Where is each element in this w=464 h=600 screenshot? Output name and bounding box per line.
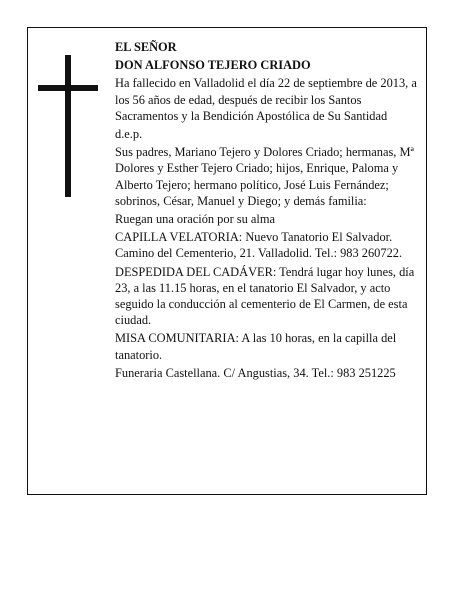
prayer-request: Ruegan una oración por su alma [115,212,275,227]
funeral-home-info: Funeraria Castellana. C/ Angustias, 34. Tel.: 983 251225 [115,365,396,380]
family-list: Sus padres, Mariano Tejero y Dolores Criado; hermanas, Mª Dolores y Esther Tejero Criado; hijos, Enrique, Paloma y Alberto Tejero; hermano político, José Luis Fernández; sobrinos, César, Manuel y Diego; y demás familia: [115,145,414,208]
wake-chapel-info: CAPILLA VELATORIA: Nuevo Tanatorio El Salvador. Camino del Cementerio, 21. Valladolid. Tel.: 983 260722. [115,230,403,261]
dep-line: d.e.p. [115,127,143,142]
cross-icon-bar [38,85,98,91]
notice-text [115,39,421,383]
obituary-notice [27,27,427,495]
title-line-1: EL SEÑOR [115,40,177,54]
mass-info: MISA COMUNITARIA: A las 10 horas, en la capilla del tanatorio. [115,331,397,362]
death-announcement: Ha fallecido en Valladolid el día 22 de septiembre de 2013, a los 56 años de edad, después de recibir los Santos Sacramentos y la Bendición Apostólica de Su Santidad [115,76,417,123]
farewell-info: DESPEDIDA DEL CADÁVER: Tendrá lugar hoy lunes, día 23, a las 11.15 horas, en el tanatorio El Salvador, y acto seguido la conducción al cementerio de El Carmen, de esta ciudad. [115,264,415,328]
cross-icon [65,55,71,197]
deceased-name: DON ALFONSO TEJERO CRIADO [115,58,311,73]
